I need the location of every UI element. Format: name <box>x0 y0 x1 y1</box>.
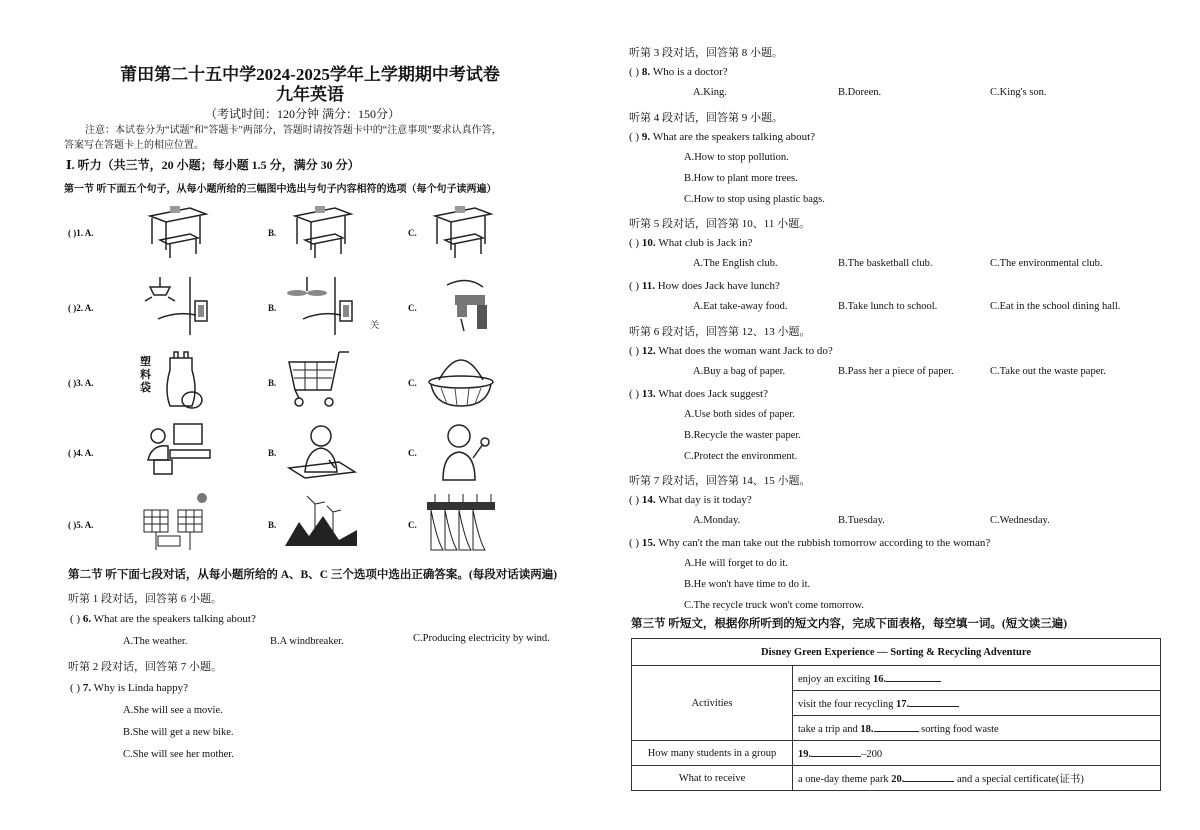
answer-paren[interactable]: ( ) <box>629 388 642 400</box>
basket-icon[interactable] <box>425 350 497 412</box>
activities-label: Activities <box>632 666 793 741</box>
option-c: C.Protect the environment. <box>684 451 798 462</box>
question-7 <box>70 682 188 694</box>
exam-info: （考试时间：120分钟 满分：150分） <box>205 107 401 121</box>
option-a: A.King. <box>693 87 727 98</box>
option-a: A.How to stop pollution. <box>684 152 789 163</box>
notice-line-1: 注意：本试卷分为“试题”和“答题卡”两部分，答题时请按答题卡中的“注意事项”要求认真作答， <box>85 125 502 136</box>
answer-blank-20[interactable] <box>904 771 954 782</box>
option-b-label: B. <box>268 303 277 313</box>
option-b: B.How to plant more trees. <box>684 173 798 184</box>
exam-subtitle: 九年英语 <box>276 85 344 104</box>
turn-off-tap-icon[interactable] <box>425 275 497 337</box>
desk-with-backpack-icon[interactable] <box>425 200 497 262</box>
desk-with-books-icon[interactable] <box>140 200 212 262</box>
receive-value: a one-day theme park 20. and a special certificate(证书) <box>793 766 1161 791</box>
question-text: What does the woman want Jack to do? <box>658 345 833 357</box>
turn-off-fan-icon[interactable] <box>285 275 357 337</box>
q6-option-b: B.A windbreaker. <box>270 636 344 647</box>
option-c-label: C. <box>408 448 417 458</box>
plastic-bag-word: 塑料袋 <box>140 356 151 394</box>
question-10 <box>629 237 752 249</box>
option-a: A.Use both sides of paper. <box>684 409 795 420</box>
dam-icon[interactable] <box>425 492 497 554</box>
question-11 <box>629 280 780 292</box>
section2-heading: 第二节 听下面七段对话，从每小题所给的 A、B、C 三个选项中选出正确答案。(每段对话读两遍) <box>68 569 558 581</box>
question-text: Why can't the man take out the rubbish tomorrow according to the woman? <box>658 537 991 549</box>
question-number: 8. <box>641 66 653 78</box>
desk-with-bag-icon[interactable] <box>285 200 357 262</box>
activity-16: enjoy an exciting 16. <box>793 666 1161 691</box>
option-a: A.Monday. <box>693 515 741 526</box>
picture-question-2[interactable]: ( )2. A. <box>68 303 94 313</box>
option-b: B.The basketball club. <box>838 258 933 269</box>
option-b: B.Pass her a piece of paper. <box>838 366 954 377</box>
part1-heading: Ⅰ. 听力（共三节，20 小题；每小题 1.5 分，满分 30 分） <box>66 158 360 172</box>
answer-paren[interactable]: ( ) <box>629 494 642 506</box>
option-a: A.Buy a bag of paper. <box>693 366 786 377</box>
picture-question-1[interactable]: ( )1. A. <box>68 228 94 238</box>
dialog-1-intro: 听第 1 段对话，回答第 6 小题。 <box>68 593 222 605</box>
answer-paren[interactable]: ( ) <box>629 537 642 549</box>
answer-blank-16[interactable] <box>886 671 941 682</box>
dialog-7-intro: 听第 7 段对话，回答第 14、15 小题。 <box>629 475 811 487</box>
answer-paren[interactable]: ( ) <box>70 613 81 625</box>
question-number: 12. <box>641 345 659 357</box>
activity-18: take a trip and 18. sorting food waste <box>793 716 1161 741</box>
option-c-label: C. <box>408 378 417 388</box>
picture-question-5[interactable]: ( )5. A. <box>68 520 94 530</box>
q7-option-a: A.She will see a movie. <box>123 705 223 716</box>
dialog-6-intro: 听第 6 段对话，回答第 12、13 小题。 <box>629 326 811 338</box>
recycling-table <box>631 638 1161 791</box>
option-c: C.Eat in the school dining hall. <box>990 301 1121 312</box>
option-b: B.He won't have time to do it. <box>684 579 811 590</box>
option-c: C.King's son. <box>990 87 1047 98</box>
question-text: What does Jack suggest? <box>658 388 768 400</box>
option-b: B.Recycle the waster paper. <box>684 430 801 441</box>
answer-paren[interactable]: ( ) <box>629 131 642 143</box>
q7-option-c: C.She will see her mother. <box>123 749 234 760</box>
exam-title: 莆田第二十五中学2024-2025学年上学期期中考试卷 <box>120 65 500 84</box>
question-number: 6. <box>82 613 92 625</box>
section3-heading: 第三节 听短文，根据你所听到的短文内容，完成下面表格，每空填一词。(短文读三遍) <box>631 618 1068 630</box>
dialog-2-intro: 听第 2 段对话，回答第 7 小题。 <box>68 661 222 673</box>
option-a: A.Eat take-away food. <box>693 301 788 312</box>
question-number: 10. <box>641 237 659 249</box>
table-title: Disney Green Experience — Sorting & Recycling Adventure <box>632 639 1161 666</box>
picture-question-3[interactable]: ( )3. A. <box>68 378 94 388</box>
question-8 <box>629 66 728 78</box>
question-number: 9. <box>641 131 653 143</box>
question-text: How does Jack have lunch? <box>657 280 780 292</box>
q6-option-a: A.The weather. <box>123 636 188 647</box>
option-c-label: C. <box>408 520 417 530</box>
q6-option-c: C.Producing electricity by wind. <box>413 633 550 644</box>
shopping-cart-icon[interactable] <box>285 350 357 412</box>
dialog-5-intro: 听第 5 段对话，回答第 10、11 小题。 <box>629 218 811 230</box>
question-number: 14. <box>641 494 659 506</box>
q7-option-b: B.She will get a new bike. <box>123 727 234 738</box>
question-number: 15. <box>641 537 659 549</box>
answer-blank-18[interactable] <box>874 721 919 732</box>
question-13 <box>629 388 768 400</box>
question-number: 7. <box>82 682 92 694</box>
question-12 <box>629 345 833 357</box>
question-text: What are the speakers talking about? <box>652 131 816 143</box>
dialog-4-intro: 听第 4 段对话，回答第 9 小题。 <box>629 112 783 124</box>
option-c-label: C. <box>408 303 417 313</box>
question-6 <box>70 613 256 625</box>
activity-17: visit the four recycling 17. <box>793 691 1161 716</box>
off-label: 关 <box>370 320 380 330</box>
answer-paren[interactable]: ( ) <box>629 237 642 249</box>
group-label: How many students in a group <box>632 741 793 766</box>
boy-at-computer-icon[interactable] <box>140 420 212 482</box>
section1-heading: 第一节 听下面五个句子，从每小题所给的三幅图中选出与句子内容相符的选项（每个句子读两遍） <box>64 184 497 195</box>
option-b-label: B. <box>268 228 277 238</box>
answer-paren[interactable]: ( ) <box>629 280 642 292</box>
answer-paren[interactable]: ( ) <box>629 66 642 78</box>
question-number: 11. <box>641 280 658 292</box>
question-text: Who is a doctor? <box>652 66 728 78</box>
boy-waving-icon[interactable] <box>425 420 497 482</box>
option-b-label: B. <box>268 520 277 530</box>
question-text: What day is it today? <box>658 494 752 506</box>
option-c-label: C. <box>408 228 417 238</box>
answer-paren[interactable]: ( ) <box>70 682 81 694</box>
group-value: 19. –200 <box>793 741 1161 766</box>
option-c: C.The environmental club. <box>990 258 1103 269</box>
picture-question-4[interactable]: ( )4. A. <box>68 448 94 458</box>
option-a: A.The English club. <box>693 258 778 269</box>
question-14 <box>629 494 752 506</box>
notice-line-2: 答案写在答题卡上的相应位置。 <box>64 140 204 151</box>
answer-blank-17[interactable] <box>909 696 959 707</box>
option-c: C.Wednesday. <box>990 515 1050 526</box>
question-9 <box>629 131 815 143</box>
question-text: What are the speakers talking about? <box>93 613 256 625</box>
wind-turbine-icon[interactable] <box>285 492 357 554</box>
option-c: C.The recycle truck won't come tomorrow. <box>684 600 864 611</box>
question-text: What club is Jack in? <box>658 237 753 249</box>
answer-paren[interactable]: ( ) <box>629 345 642 357</box>
option-a: A.He will forget to do it. <box>684 558 788 569</box>
question-number: 13. <box>641 388 659 400</box>
option-c: C.Take out the waste paper. <box>990 366 1106 377</box>
option-b: B.Tuesday. <box>838 515 885 526</box>
question-15 <box>629 537 990 549</box>
question-text: Why is Linda happy? <box>93 682 189 694</box>
receive-label: What to receive <box>632 766 793 791</box>
boy-writing-icon[interactable] <box>285 420 357 482</box>
option-b-label: B. <box>268 378 277 388</box>
option-b: B.Take lunch to school. <box>838 301 938 312</box>
option-c: C.How to stop using plastic bags. <box>684 194 825 205</box>
option-b: B.Doreen. <box>838 87 882 98</box>
answer-blank-19[interactable] <box>811 746 861 757</box>
turn-off-light-icon[interactable] <box>140 275 212 337</box>
option-b-label: B. <box>268 448 277 458</box>
dialog-3-intro: 听第 3 段对话，回答第 8 小题。 <box>629 47 783 59</box>
solar-panel-icon[interactable] <box>140 492 212 554</box>
